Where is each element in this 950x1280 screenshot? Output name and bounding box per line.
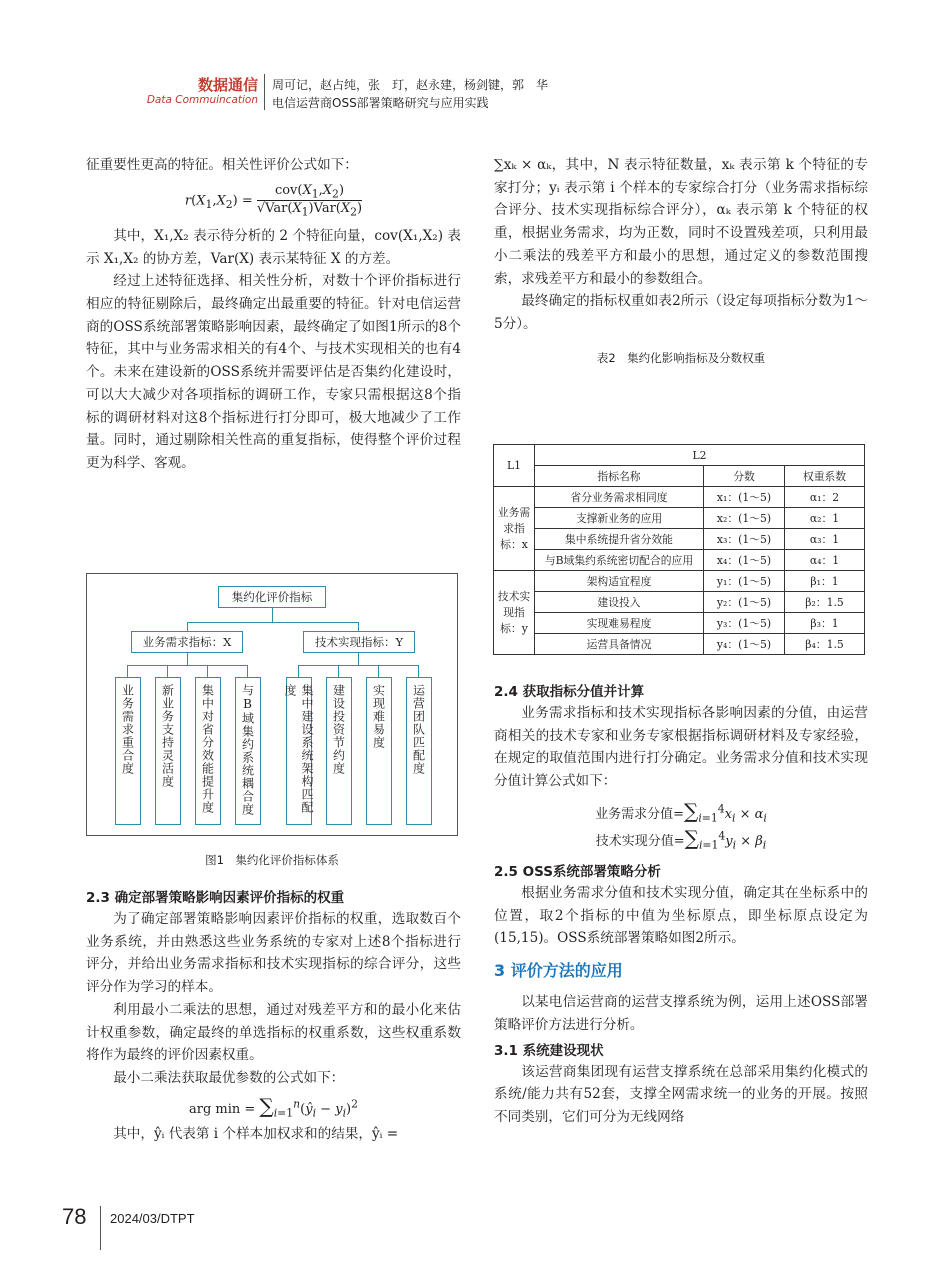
table-cell: α₁：2 — [785, 487, 865, 508]
table-header-cell: L2 — [535, 445, 865, 466]
technical-score-formula: 技术实现分值$=\sum_{i=1}^4y_i \times \beta_i$ — [595, 826, 767, 852]
table-cell: y₃：(1～5) — [704, 613, 785, 634]
table-cell: 省分业务需求相同度 — [535, 487, 704, 508]
fig-connector — [358, 622, 359, 631]
table-cell: x₂：(1～5) — [704, 508, 785, 529]
fig-group-x: 业务需求指标：X — [131, 631, 243, 653]
formula-label: 技术实现分值= — [595, 834, 685, 850]
fig-leaf: 集中对省分效能提升度 — [195, 677, 221, 825]
header-authors: 周可记，赵占纯，张 玎，赵永建，杨剑键，郭 华 — [272, 78, 549, 92]
table-cell: y₁：(1～5) — [704, 571, 785, 592]
business-score-formula: 业务需求分值$=\sum_{i=1}^4x_i \times \alpha_i$ — [595, 798, 767, 825]
paragraph: 其中，X₁,X₂ 表示待分析的 2 个特征向量，cov(X₁,X₂) 表示 X₁,X₂ 的协方差，Var(X) 表示某特征 X 的方差。 — [86, 227, 461, 267]
fig-connector — [127, 665, 248, 666]
page-number: 78 — [62, 1204, 87, 1229]
table-cell: α₃：1 — [785, 529, 865, 550]
paragraph: 业务需求指标和技术实现指标各影响因素的分值，由运营商相关的技术专家和业务专家根据指标调研材料及专家经验，在规定的取值范围内进行打分确定。业务需求分值和技术实现分值计算公式如下： — [494, 705, 868, 790]
paragraph: 其中，ŷᵢ 代表第 i 个样本加权求和的结果，ŷᵢ = — [113, 1126, 399, 1143]
section-2-5-title: 2.5 OSS系统部署策略分析 — [494, 864, 661, 880]
paragraph: 利用最小二乘法的思想，通过对残差平方和的最小化来估计权重参数，确定最终的单选指标的权重系数，这些权重系数将作为最终的评价因素权重。 — [86, 1001, 461, 1064]
fig-group-y: 技术实现指标：Y — [303, 631, 415, 653]
section-2-4-title: 2.4 获取指标分值并计算 — [494, 684, 645, 700]
right-column-top — [494, 154, 868, 366]
fig-root-node: 集约化评价指标 — [218, 586, 326, 608]
fig-leaf: 实现难易度 — [366, 677, 392, 825]
table-header-cell: 指标名称 — [535, 466, 704, 487]
section-3-1-title: 3.1 系统建设现状 — [494, 1042, 604, 1059]
footer-divider — [100, 1206, 101, 1250]
fig-connector — [207, 665, 208, 677]
table-cell: 运营具备情况 — [535, 634, 704, 655]
fig-leaf: 集中建设系统架构匹配度 — [286, 677, 312, 825]
table-cell: y₂：(1～5) — [704, 592, 785, 613]
paragraph: 最终确定的指标权重如表2所示（设定每项指标分数为1～5分）。 — [494, 293, 868, 332]
table-cell: β₁：1 — [785, 571, 865, 592]
fig-leaf: 建设投资节约度 — [326, 677, 352, 825]
right-column-bottom — [494, 680, 868, 1129]
paragraph: ∑xₖ × αₖ，其中，N 表示特征数量，xₖ 表示第 k 个特征的专家打分；yᵢ 表示第 i 个样本的专家综合打分（业务需求指标综合评分、技术实现指标综合评分），αₖ 表示第 k 个特征的权重，根据业务需求，均为正数，同时不设置残差项，只利用最小二乘法的残差平方和最小的思想，通过定义的参数范围搜索，求残差平方和最小的参数组合。 — [494, 157, 868, 287]
fig-connector — [418, 665, 419, 677]
paragraph: 征重要性更高的特征。相关性评价公式如下： — [86, 157, 358, 173]
table-cell: 架构适宜程度 — [535, 571, 704, 592]
table-cell: β₂：1.5 — [785, 592, 865, 613]
header-divider — [264, 74, 265, 110]
figure-1-caption: 图1 集约化评价指标体系 — [205, 853, 339, 867]
table-header-cell: L1 — [494, 445, 535, 487]
journal-name-en: Data Commuincation — [146, 94, 258, 106]
paragraph: 最小二乘法获取最优参数的公式如下： — [113, 1069, 345, 1086]
fig-connector — [358, 653, 359, 665]
correlation-formula: $r(X_1,X_2)$ = $cov(X_1,X_2)$ $√Var(X_1)Var(X_2)$ — [184, 182, 363, 219]
table-cell: 支撑新业务的应用 — [535, 508, 704, 529]
figure-1 — [86, 573, 458, 836]
fig-connector — [187, 622, 358, 623]
fig-connector — [127, 665, 128, 677]
journal-name-cn: 数据通信 — [197, 76, 258, 94]
fig-leaf: 业务需求重合度 — [115, 677, 141, 825]
table-header-cell: 权重系数 — [785, 466, 865, 487]
left-column-top — [86, 154, 461, 475]
table-cell: x₄：(1～5) — [704, 550, 785, 571]
fig-leaf: 新业务支持灵活度 — [155, 677, 181, 825]
least-squares-formula: arg $\min = \sum_{i=1}^n(ŷ_i - y_i)^2$ — [188, 1093, 358, 1120]
header-article-title: 电信运营商OSS部署策略研究与应用实践 — [272, 96, 489, 110]
table-cell: y₄：(1～5) — [704, 634, 785, 655]
fig-connector — [338, 665, 339, 677]
table-2 — [493, 444, 865, 655]
paragraph: 经过上述特征选择、相关性分析，对数十个评价指标进行相应的特征剔除后，最终确定出最重要的特征。针对电信运营商的OSS系统部署策略影响因素，最终确定了如图1所示的8个特征，其中与业务需求相关的有4个、与技术实现相关的也有4个。未来在建设新的OSS系统并需要评估是否集约化建设时，可以大大减少对各项指标的调研工作，专家只需根据这8个指标的调研材料对这8个指标进行打分即可，极大地减少了工作量。同时，通过剔除相关性高的重复指标，使得整个评价过程更为科学、客观。 — [86, 273, 461, 471]
table-cell: 实现难易程度 — [535, 613, 704, 634]
paragraph: 该运营商集团现有运营支撑系统在总部采用集约化模式的系统/能力共有52套，支撑全网需求统一的业务的开展。按照不同类别，它们可分为无线网络 — [494, 1063, 868, 1125]
paragraph: 为了确定部署策略影响因素评价指标的权重，选取数百个业务系统，并由熟悉这些业务系统的专家对上述8个指标进行评分，并给出业务需求指标和技术实现指标的综合评分，这些评分作为学习的样本。 — [86, 911, 461, 996]
table-cell: β₄：1.5 — [785, 634, 865, 655]
paragraph: 根据业务需求分值和技术实现分值，确定其在坐标系中的位置，取2个指标的中值为坐标原点，即坐标原点设定为(15,15)。OSS系统部署策略如图2所示。 — [494, 885, 868, 947]
table-header-cell: 分数 — [704, 466, 785, 487]
table-cell: β₃：1 — [785, 613, 865, 634]
table-cell: 建设投入 — [535, 592, 704, 613]
fig-connector — [272, 608, 273, 622]
table-group-cell: 技术实现指标：y — [494, 571, 535, 655]
table-cell: x₃：(1～5) — [704, 529, 785, 550]
paragraph: 以某电信运营商的运营支撑系统为例，运用上述OSS部署策略评价方法进行分析。 — [494, 994, 868, 1033]
fig-connector — [378, 665, 379, 677]
fig-connector — [247, 665, 248, 677]
table-2-caption: 表2 集约化影响指标及分数权重 — [596, 350, 766, 365]
table-cell: α₂：1 — [785, 508, 865, 529]
left-column-bottom — [86, 886, 461, 1146]
table-cell: 集中系统提升省分效能 — [535, 529, 704, 550]
issue-label: 2024/03/DTPT — [110, 1211, 195, 1226]
fig-connector — [167, 665, 168, 677]
fig-connector — [187, 622, 188, 631]
formula-label: 业务需求分值= — [595, 806, 685, 822]
fig-leaf: 与B域集约系统耦合度 — [235, 677, 261, 825]
table-group-cell: 业务需求指标：x — [494, 487, 535, 571]
table-cell: α₄：1 — [785, 550, 865, 571]
table-cell: 与B域集约系统密切配合的应用 — [535, 550, 704, 571]
section-2-3-title: 2.3 确定部署策略影响因素评价指标的权重 — [86, 890, 345, 906]
section-3-title: 3 评价方法的应用 — [494, 961, 623, 981]
fig-connector — [187, 653, 188, 665]
fig-leaf: 运营团队匹配度 — [406, 677, 432, 825]
fig-connector — [298, 665, 419, 666]
fig-connector — [298, 665, 299, 677]
table-cell: x₁：(1～5) — [704, 487, 785, 508]
